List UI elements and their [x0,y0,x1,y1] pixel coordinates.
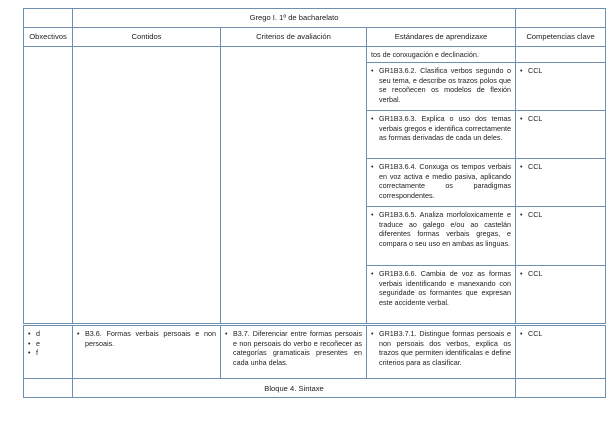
standard-item: • GR1B3.6.4. Conxuga os tempos verbais en voz activa e medio pasiva, aplicando correctamente os paradigmas correspondentes. [371,162,511,200]
standard-item: • GR1B3.6.5. Analiza morfoloxicamente e traduce ao galego e/ou ao castelán diferentes formas verbais gregas, e compara o seu uso en ambas as linguas. [371,210,511,248]
objective-item: • d [28,329,68,338]
standard-item: • GR1B3.7.1. Distingue formas persoais e non persoais dos verbos, explica os trazos que permiten identificalas e define criterios para as clasificar. [371,329,511,367]
title-row [24,9,606,28]
standard-item: • GR1B3.6.3. Explica o uso dos temas verbais gregos e identifica correctamente as formas derivadas de cada un deles. [371,114,511,142]
competency-item: • CCL [520,329,601,338]
header-competencies: Competencias clave [516,28,606,47]
content-item: • B3.6. Formas verbais persoais e non persoais. [77,329,216,348]
objectives-list [28,329,68,357]
curriculum-table [23,8,606,398]
objectives-cell-empty [24,47,73,325]
competency-item: • CCL [520,269,601,278]
criterion-item: • B3.7. Diferenciar entre formas persoais e non persoais do verbo e recoñecer as categorías gramaticais presentes en cada unha delas. [225,329,362,367]
objective-item: • f [28,348,68,357]
header-criteria: Criterios de avaliación [221,28,367,47]
objective-item: • e [28,339,68,348]
header-standards: Estándares de aprendizaxe [367,28,516,47]
competency-cell-empty [516,47,606,63]
table-title: Grego I. 1º de bacharelato [73,9,516,28]
competency-item: • CCL [520,210,601,219]
header-contents: Contidos [73,28,221,47]
block-row [24,379,606,398]
competency-item: • CCL [520,114,601,123]
standard-item: • GR1B3.6.6. Cambia de voz as formas verbais identificando e manexando con seguridade os formantes que expresan este accidente verbal. [371,269,511,307]
criteria-cell-empty [221,47,367,325]
header-objectives: Obxectivos [24,28,73,47]
table-row [24,47,606,63]
competency-item: • CCL [520,66,601,75]
competency-item: • CCL [520,162,601,171]
standard-item: • GR1B3.6.2. Clasifica verbos segundo o seu tema, e describe os trazos polos que se recoñecen os modelos de flexión verbal. [371,66,511,104]
standard-continued: tos de conxugación e declinación. [367,47,516,63]
block-title: Bloque 4. Sintaxe [73,379,516,398]
contents-cell-empty [73,47,221,325]
header-row [24,28,606,47]
table-row [24,325,606,379]
